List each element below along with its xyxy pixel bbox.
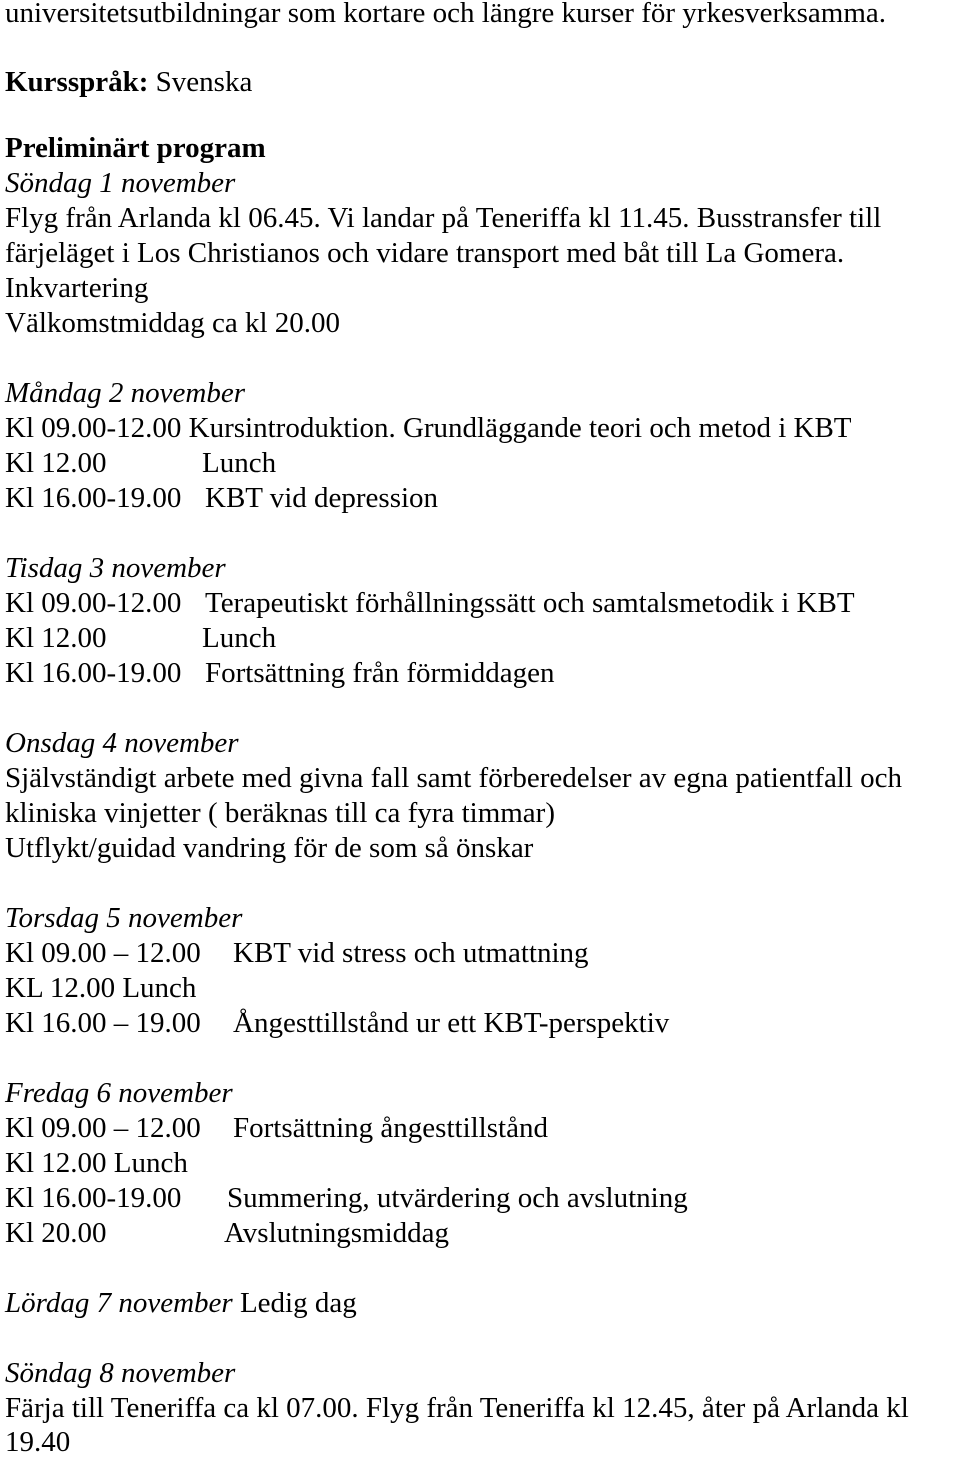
sat7-text: Ledig dag — [232, 1287, 357, 1319]
row-text: .00 Kursintroduktion. Grundläggande teori och metod i KBT — [145, 412, 852, 444]
sun1-line: färjeläget i Los Christianos och vidare transport med båt till La Gomera. — [5, 237, 845, 269]
day-row-sat7 — [5, 1286, 357, 1321]
day-heading-tue3: Tisdag 3 november — [5, 552, 226, 584]
program-title: Preliminärt program — [5, 132, 266, 164]
sun1-line: Inkvartering — [5, 272, 149, 304]
course-language-label: Kursspråk: — [5, 66, 149, 98]
row-text: Summering, utvärdering och avslutning — [227, 1182, 688, 1214]
day-heading-sat7: Lördag 7 november — [5, 1287, 233, 1319]
row-text: Lunch — [202, 447, 277, 479]
wed4-line: Utflykt/guidad vandring för de som så önskar — [5, 832, 534, 864]
day-heading-sun1: Söndag 1 november — [5, 167, 236, 199]
row-time: Kl 12.00 — [5, 622, 107, 654]
sun1-line: Flyg från Arlanda kl 06.45. Vi landar på Teneriffa kl 11.45. Busstransfer till — [5, 202, 882, 234]
sun8-line: 19.40 — [5, 1426, 71, 1458]
row-time: KL 12.00 Lunch — [5, 972, 197, 1004]
row-text: Lunch — [202, 622, 277, 654]
row-time: Kl 09.00 – 12.00 — [5, 937, 201, 969]
sun1-line: Välkomstmiddag ca kl 20.00 — [5, 307, 341, 339]
row-time: Kl 12.00 Lunch — [5, 1147, 188, 1179]
row-time: Kl 12.00 — [5, 447, 107, 479]
row-text: Fortsättning från förmiddagen — [205, 657, 555, 689]
row-text: Avslutningsmiddag — [224, 1217, 450, 1249]
course-language-value: Svenska — [148, 66, 253, 98]
row-time: Kl 16.00-19.00 — [5, 657, 182, 689]
day-heading-sun8: Söndag 8 november — [5, 1357, 236, 1389]
row-time: Kl 20.00 — [5, 1217, 107, 1249]
row-text: KBT vid stress och utmattning — [233, 937, 589, 969]
row-time: Kl 16.00 – 19.00 — [5, 1007, 201, 1039]
row-text: Terapeutiskt förhållningssätt och samtalsmetodik i KBT — [205, 587, 855, 619]
row-time: Kl 09.00-12.00 — [5, 587, 182, 619]
sun8-line: Färja till Teneriffa ca kl 07.00. Flyg från Teneriffa kl 12.45, åter på Arlanda kl — [5, 1392, 909, 1424]
day-heading-wed4: Onsdag 4 november — [5, 727, 239, 759]
row-text: KBT vid depression — [205, 482, 439, 514]
schedule-row — [5, 411, 852, 446]
row-time: Kl 16.00-19.00 — [5, 1182, 182, 1214]
row-text: Ångesttillstånd ur ett KBT-perspektiv — [233, 1007, 670, 1039]
wed4-line: Självständigt arbete med givna fall samt förberedelser av egna patientfall och — [5, 762, 903, 794]
course-language-line — [5, 65, 252, 100]
row-text: Fortsättning ångesttillstånd — [233, 1112, 548, 1144]
wed4-line: kliniska vinjetter ( beräknas till ca fyra timmar) — [5, 797, 555, 829]
row-time: Kl 09.00-12 — [5, 412, 146, 444]
intro-tail-line: universitetsutbildningar som kortare och längre kurser för yrkesverksamma. — [5, 0, 887, 29]
row-time: Kl 16.00-19.00 — [5, 482, 182, 514]
day-heading-mon2: Måndag 2 november — [5, 377, 246, 409]
day-heading-fri6: Fredag 6 november — [5, 1077, 233, 1109]
day-heading-thu5: Torsdag 5 november — [5, 902, 243, 934]
row-time: Kl 09.00 – 12.00 — [5, 1112, 201, 1144]
